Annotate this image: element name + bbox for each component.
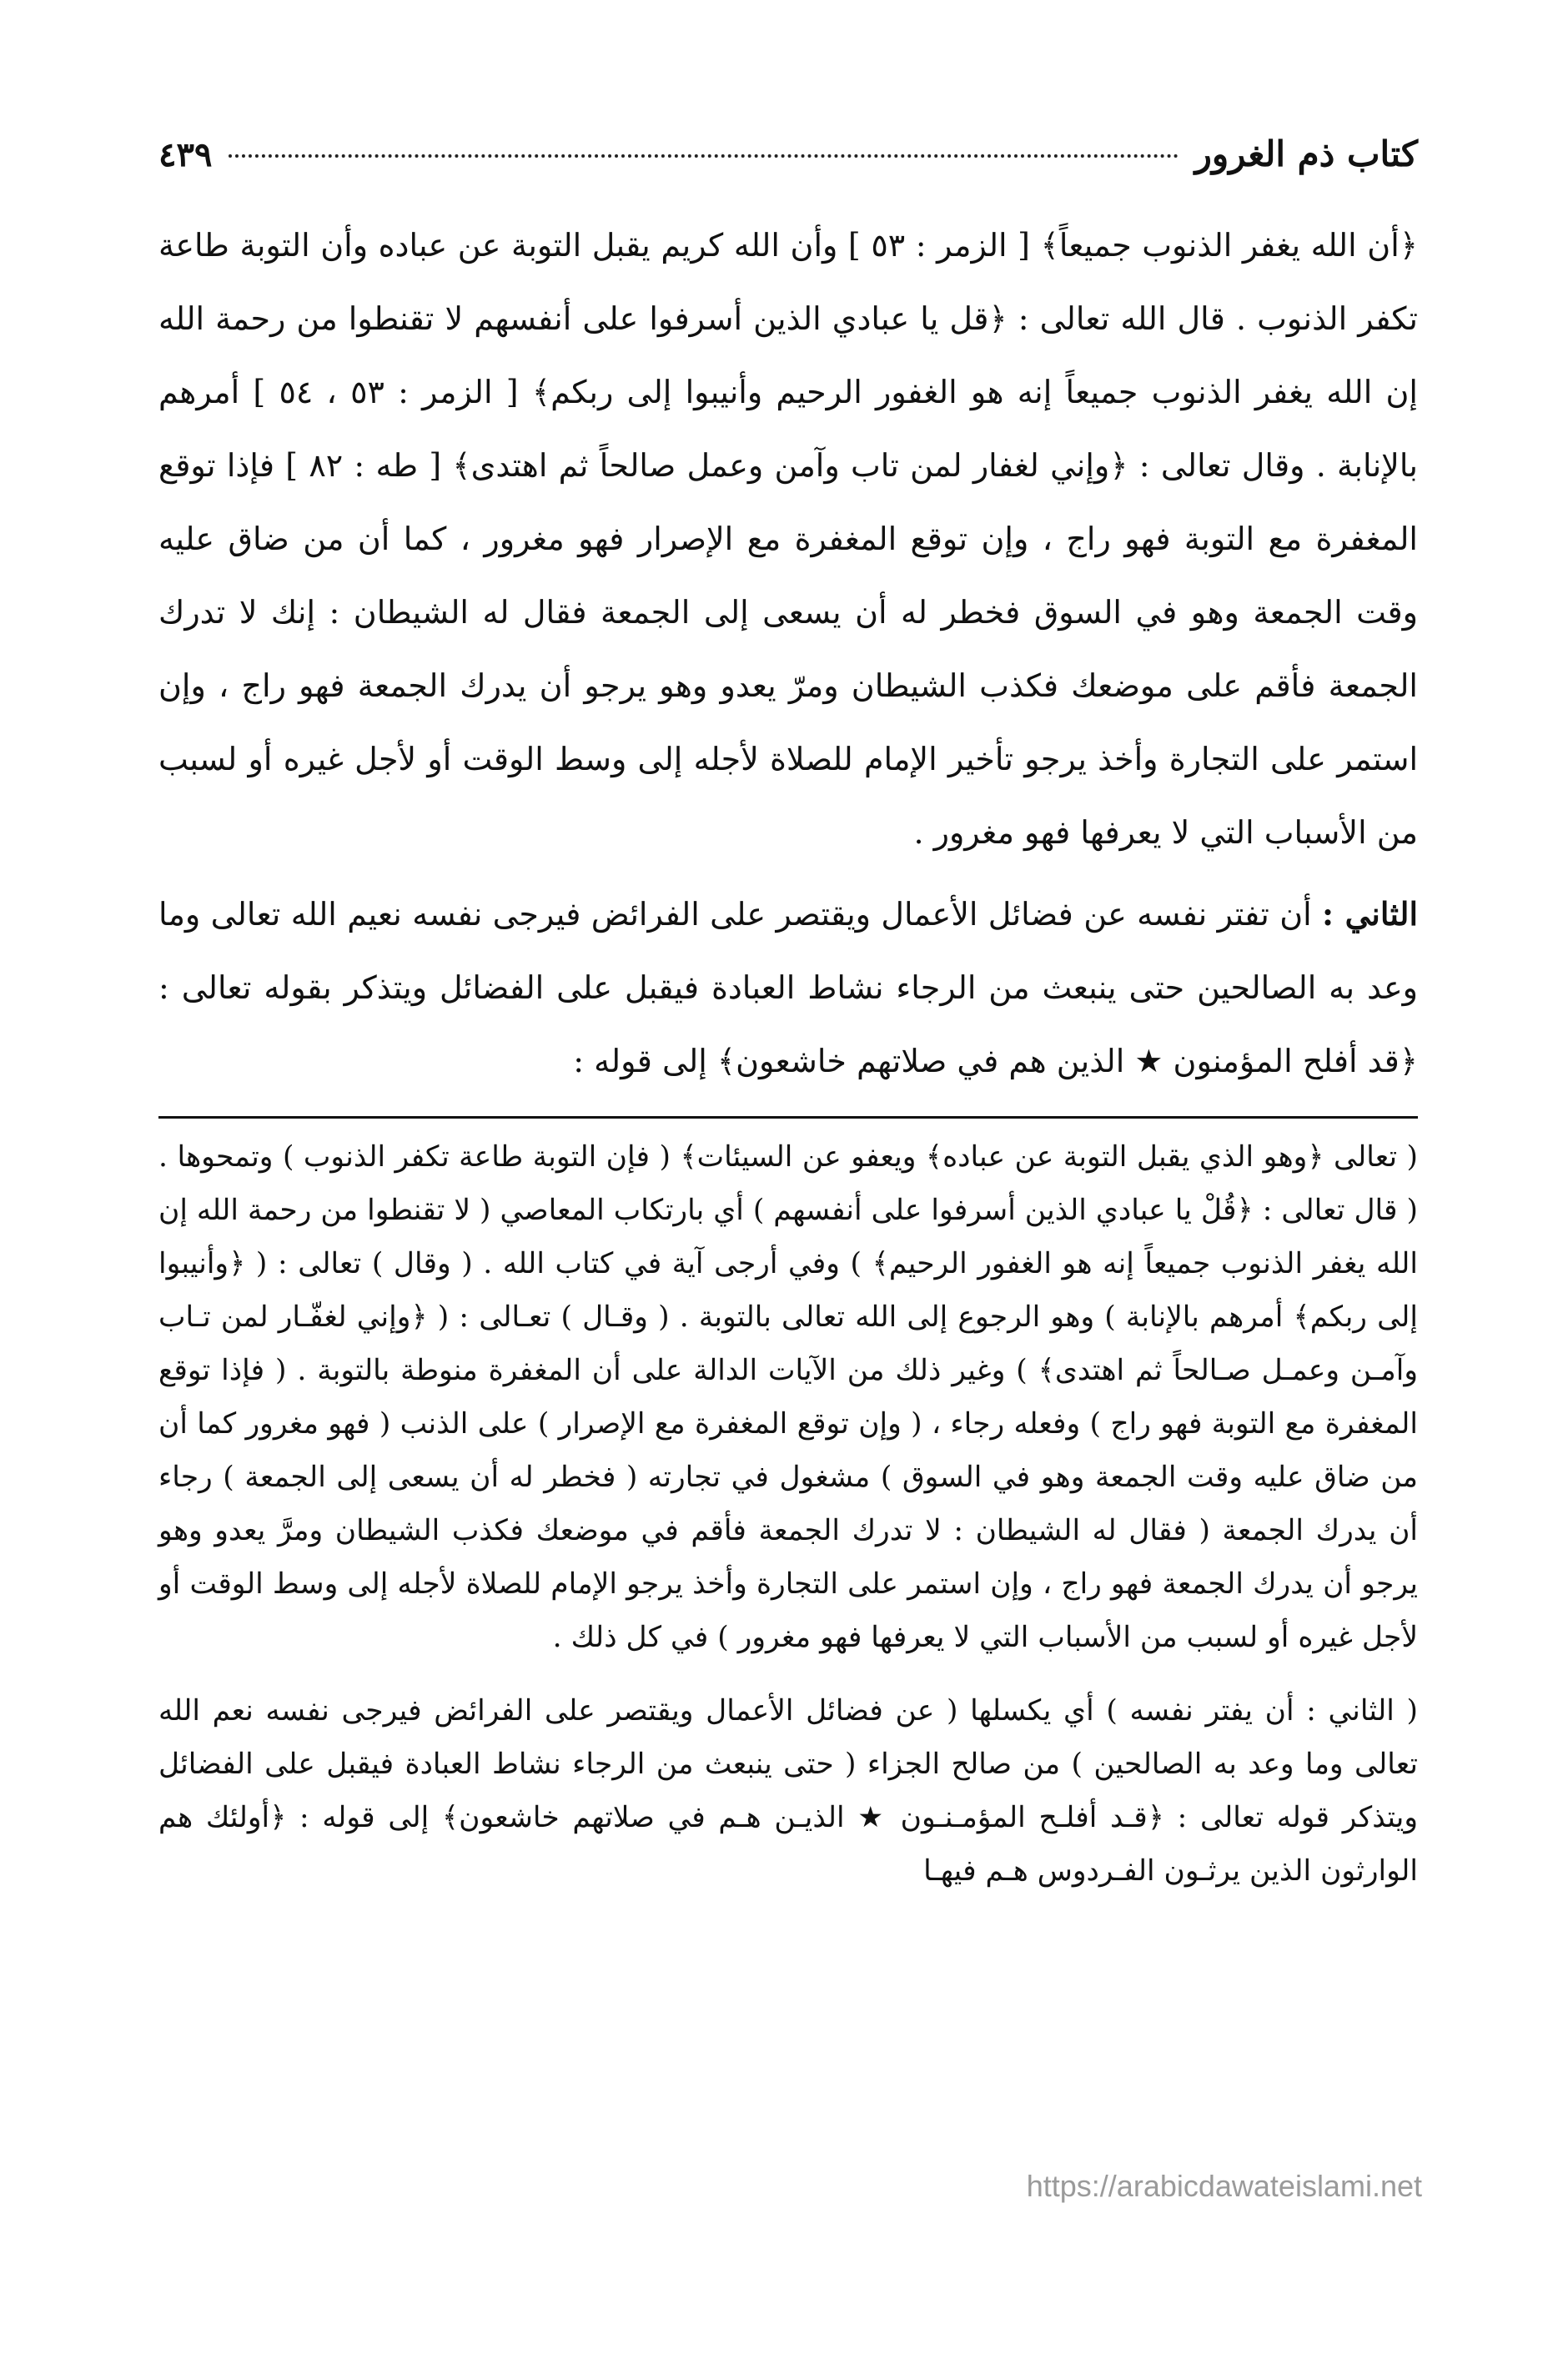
book-page [158, 125, 1418, 2294]
commentary-paragraph-1: ( تعالى ﴿وهو الذي يقبل التوبة عن عباده﴾ ويعفو عن السيئات﴾ ( فإن التوبة طاعة تكفر الذنوب ) وتمحوها . ( قال تعالى : ﴿قُلْ يا عبادي الذين أسرفوا على أنفسهم ) أي بارتكاب المعاصي ( لا تقنطوا من رحمة الله إن الله يغفر الذنوب جميعاً إنه هو الغفور الرحيم﴾ ) وفي أرجى آية في كتاب الله . ( وقال ) تعالى : ( ﴿وأنيبوا إلى ربكم﴾ أمرهم بالإنابة ) وهو الرجوع إلى الله تعالى بالتوبة . ( وقـال ) تعـالى : ( ﴿وإني لغفّـار لمن تـاب وآمـن وعمـل صـالحاً ثم اهتدى﴾ ) وغير ذلك من الآيات الدالة على أن المغفرة منوطة بالتوبة . ( فإذا توقع المغفرة مع التوبة فهو راج ) وفعله رجاء ، ( وإن توقع المغفرة مع الإصرار ) على الذنب ( فهو مغرور كما أن من ضاق عليه وقت الجمعة وهو في السوق ) مشغول في تجارته ( فخطر له أن يسعى إلى الجمعة ) رجاء أن يدرك الجمعة ( فقال له الشيطان : لا تدرك الجمعة فأقم في موضعك فكذب الشيطان ومرَّ يعدو وهو يرجو أن يدرك الجمعة فهو راج ، وإن استمر على التجارة وأخذ يرجو الإمام للصلاة لأجله إلى وسط الوقت أو لأجل غيره أو لسبب من الأسباب التي لا يعرفها فهو مغرور ) في كل ذلك . [158, 1140, 1418, 1654]
commentary-text [158, 1130, 1418, 1898]
running-header [158, 125, 1418, 184]
main-paragraph-1: ﴿أن الله يغفر الذنوب جميعاً﴾ [ الزمر : ٥٣ ] وأن الله كريم يقبل التوبة عن عباده وأن التوبة طاعة تكفر الذنوب . قال الله تعالى : ﴿قل يا عبادي الذين أسرفوا على أنفسهم لا تقنطوا من رحمة الله إن الله يغفر الذنوب جميعاً إنه هو الغفور الرحيم وأنيبوا إلى ربكم﴾ [ الزمر : ٥٣ ، ٥٤ ] أمرهم بالإنابة . وقال تعالى : ﴿وإني لغفار لمن تاب وآمن وعمل صالحاً ثم اهتدى﴾ [ طه : ٨٢ ] فإذا توقع المغفرة مع التوبة فهو راج ، وإن توقع المغفرة مع الإصرار فهو مغرور ، كما أن من ضاق عليه وقت الجمعة وهو في السوق فخطر له أن يسعى إلى الجمعة فقال له الشيطان : إنك لا تدرك الجمعة فأقم على موضعك فكذب الشيطان ومرّ يعدو وهو يرجو أن يدرك الجمعة فهو راج ، وإن استمر على التجارة وأخذ يرجو تأخير الإمام للصلاة لأجله إلى وسط الوقت أو لأجل غيره أو لسبب من الأسباب التي لا يعرفها فهو مغرور . [158, 227, 1419, 851]
commentary-paragraph-2: ( الثاني : أن يفتر نفسه ) أي يكسلها ( عن فضائل الأعمال ويقتصر على الفرائض فيرجى نفسه نعم الله تعالى وما وعد به الصالحين ) من صالح الجزاء ( حتى ينبعث من الرجاء نشاط العبادة فيقبل على الفضائل ويتذكر قوله تعالى : ﴿قـد أفلـح المؤمـنـون ★ الذيـن هـم في صلاتهم خاشعون﴾ إلى قوله : ﴿أولئك هم الوارثون الذين يرثـون الفـردوس هـم فيهـا [158, 1694, 1418, 1888]
main-paragraph-2 [158, 878, 1418, 1098]
header-dot-leader [229, 154, 1178, 158]
watermark-url: https://arabicdawateislami.net [1026, 2169, 1422, 2203]
main-text [158, 209, 1418, 1098]
page-number: ٤٣٩ [158, 135, 213, 174]
main-paragraph-2-body: أن تفتر نفسه عن فضائل الأعمال ويقتصر على الفرائض فيرجى نفسه نعيم الله تعالى وما وعد به الصالحين حتى ينبعث من الرجاء نشاط العبادة فيقبل على الفضائل ويتذكر بقوله تعالى : ﴿قد أفلح المؤمنون ★ الذين هم في صلاتهم خاشعون﴾ إلى قوله : [158, 896, 1418, 1079]
footnote-divider [158, 1116, 1418, 1119]
book-title: كتاب ذم الغرور [1194, 133, 1418, 174]
main-paragraph-2-lead: الثاني : [1322, 895, 1419, 933]
